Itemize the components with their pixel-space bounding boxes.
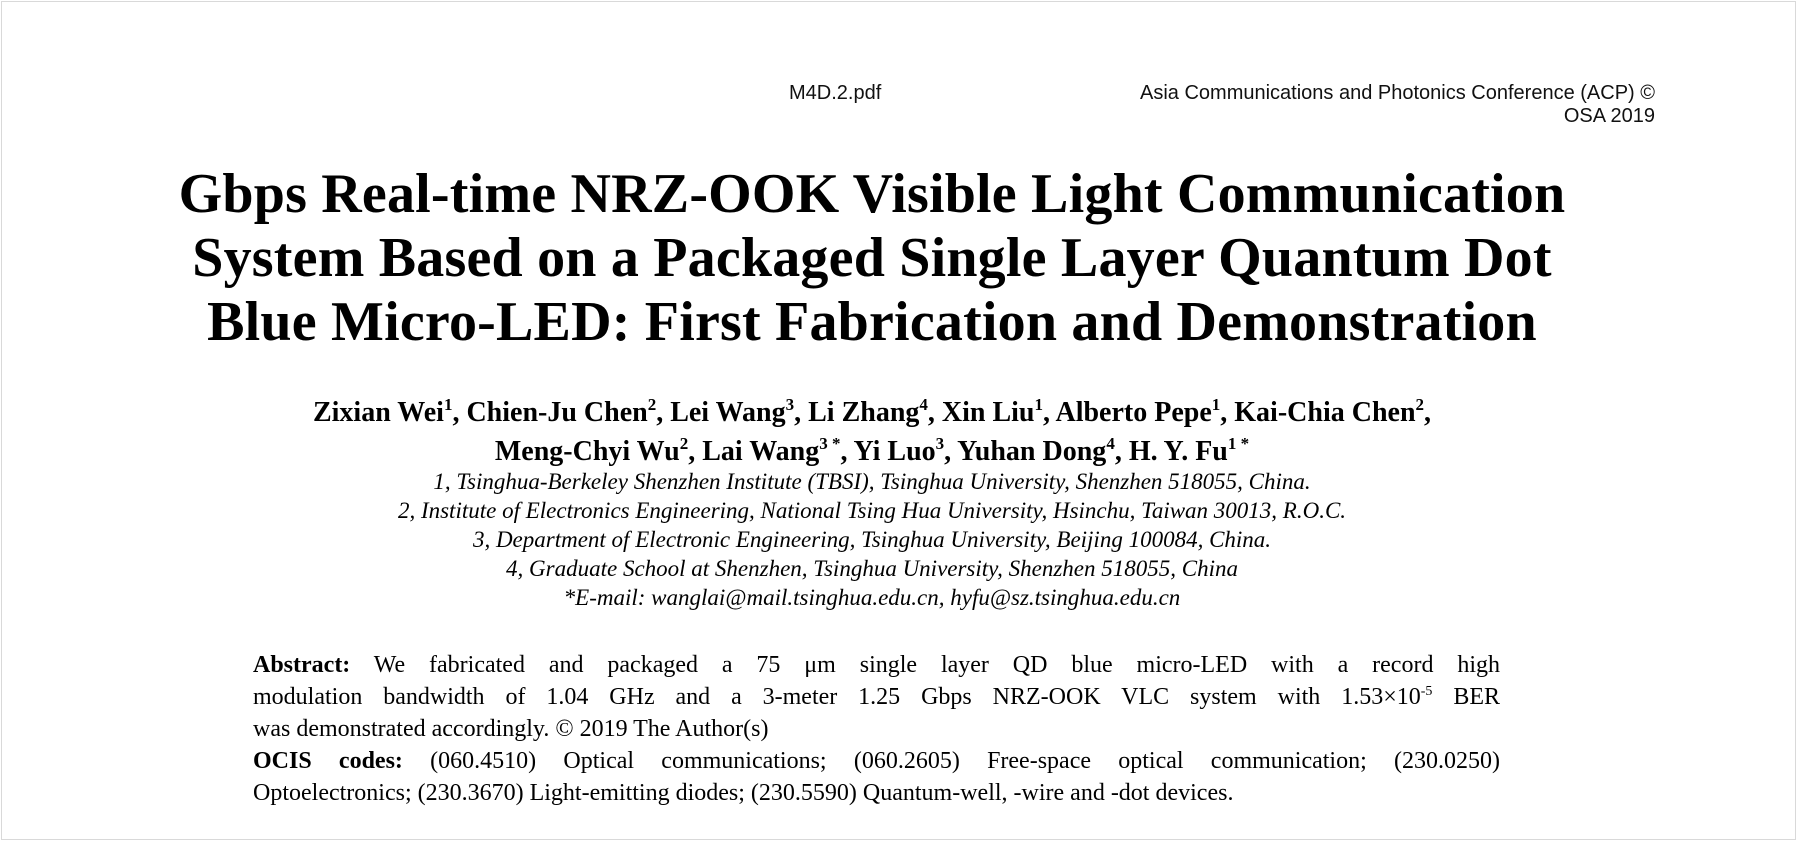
author-affiliation-mark: 2 <box>679 434 689 453</box>
author-line <box>122 432 1622 471</box>
affiliation-line: 3, Department of Electronic Engineering, Tsinghua University, Beijing 100084, China. <box>472 527 1272 552</box>
author-affiliation-mark: 2 <box>1415 395 1425 414</box>
author-affiliation-mark: 1 <box>1211 395 1221 414</box>
ocis-line <box>253 745 1500 777</box>
author-affiliation-mark: 4 <box>919 395 928 414</box>
title-line: Blue Micro-LED: First Fabrication and Demonstration <box>207 291 1537 353</box>
affiliation-line: 1, Tsinghua-Berkeley Shenzhen Institute (TBSI), Tsinghua University, Shenzhen 518055, China. <box>433 469 1311 494</box>
exponent: -5 <box>1420 684 1433 699</box>
author-name: Yi Luo <box>853 436 936 467</box>
author-affiliation-mark: 2 <box>647 395 657 414</box>
abstract-line <box>253 713 1500 745</box>
author-name: Lai Wang <box>702 436 820 467</box>
abstract-label: Abstract: <box>253 652 351 678</box>
author-name: H. Y. Fu <box>1128 436 1228 467</box>
author-name: Zixian Wei <box>312 397 444 428</box>
author-name: Li Zhang <box>808 397 920 428</box>
author-separator: , <box>656 397 671 428</box>
abstract-line <box>253 649 1500 681</box>
author-name: Lei Wang <box>670 397 786 428</box>
author-affiliation-mark: 3 * <box>819 434 841 453</box>
author-separator: , <box>1114 436 1129 467</box>
abstract-block <box>253 649 1500 809</box>
contact-email-line: *E-mail: wanglai@mail.tsinghua.edu.cn, hyfu@sz.tsinghua.edu.cn <box>563 585 1181 610</box>
author-affiliation-mark: 1 <box>1034 395 1043 414</box>
author-separator: , <box>1043 397 1056 428</box>
author-separator: , <box>840 436 854 467</box>
title-line: Gbps Real-time NRZ-OOK Visible Light Communication <box>178 163 1566 225</box>
header-file-name: M4D.2.pdf <box>789 82 882 104</box>
author-affiliation-mark: 4 <box>1106 434 1115 453</box>
affiliation-list <box>122 467 1622 612</box>
author-separator: , <box>1220 397 1235 428</box>
author-separator: , <box>944 436 958 467</box>
ocis-text: Optoelectronics; (230.3670) Light-emitting diodes; (230.5590) Quantum-well, -wire and -dot devices. <box>253 780 1234 806</box>
author-affiliation-mark: 1 <box>443 395 453 414</box>
author-separator: , <box>794 397 809 428</box>
author-name: Chien-Ju Chen <box>466 397 648 428</box>
author-name: Yuhan Dong <box>957 436 1107 467</box>
abstract-line <box>253 681 1500 713</box>
author-affiliation-mark: 1 * <box>1227 434 1250 453</box>
ocis-line <box>253 777 1500 809</box>
author-name: Alberto Pepe <box>1055 397 1212 428</box>
paper-title <box>122 162 1622 354</box>
author-name: Kai-Chia Chen <box>1234 397 1416 428</box>
title-line: System Based on a Packaged Single Layer Quantum Dot <box>192 227 1552 289</box>
author-separator: , <box>452 397 467 428</box>
author-line <box>122 393 1622 432</box>
abstract-text: BER <box>1432 684 1500 710</box>
abstract-text: was demonstrated accordingly. © 2019 The Author(s) <box>253 716 769 742</box>
author-list <box>122 393 1622 471</box>
author-name: Meng-Chyi Wu <box>494 436 680 467</box>
affiliation-line: 4, Graduate School at Shenzhen, Tsinghua University, Shenzhen 518055, China <box>506 556 1238 581</box>
header-conference-line: Asia Communications and Photonics Conference (ACP) © <box>1140 82 1655 104</box>
author-affiliation-mark: 3 <box>935 434 945 453</box>
ocis-text: (060.4510) Optical communications; (060.2605) Free-space optical communication; (230.0250) <box>402 748 1500 774</box>
paper-page <box>1 1 1796 840</box>
author-separator: , <box>1424 397 1432 428</box>
author-separator: , <box>927 397 942 428</box>
ocis-label: OCIS codes: <box>253 748 403 774</box>
header-conference-year: OSA 2019 <box>1563 105 1655 127</box>
header-conference <box>1140 82 1655 128</box>
author-name: Xin Liu <box>941 397 1035 428</box>
author-separator: , <box>688 436 703 467</box>
abstract-text: modulation bandwidth of 1.04 GHz and a 3-meter 1.25 Gbps NRZ-OOK VLC system with 1.53×10 <box>253 684 1421 710</box>
abstract-text: We fabricated and packaged a 75 μm single layer QD blue micro-LED with a record high <box>350 652 1500 678</box>
affiliation-line: 2, Institute of Electronics Engineering, National Tsing Hua University, Hsinchu, Taiwan 30013, R.O.C. <box>397 498 1347 523</box>
author-affiliation-mark: 3 <box>785 395 795 414</box>
